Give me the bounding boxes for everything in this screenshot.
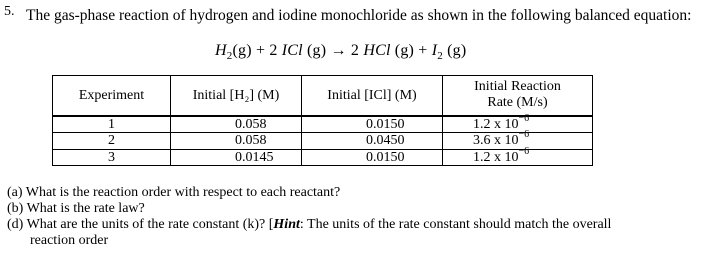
cell-rate: 1.2 x $10^{-6}$ — [443, 149, 593, 166]
subquestion-a: (a) What is the reaction order with respect to each reactant? — [7, 185, 341, 200]
question-number: 5. — [4, 4, 15, 19]
subquestion-d: (d) What are the units of the rate constant (k)? [Hint: The units of the rate constant should match the overall — [7, 217, 612, 232]
cell-rate: 1.2 x $10^{-6}$ — [443, 116, 593, 133]
header-experiment: Experiment — [53, 76, 171, 116]
eq-reactant-icl: 2 ICl (g) — [269, 42, 327, 59]
chemical-equation — [215, 42, 466, 62]
table-row — [53, 149, 593, 166]
cell-icl: 0.0150 — [302, 149, 443, 166]
cell-experiment: 3 — [53, 149, 171, 166]
eq-plus: + — [418, 42, 428, 59]
subquestion-d-continued: reaction order — [30, 233, 109, 248]
question-stem: The gas-phase reaction of hydrogen and iodine monochloride as shown in the following balanced equation: — [26, 7, 692, 24]
cell-experiment: 2 — [53, 133, 171, 150]
cell-icl: 0.0450 — [302, 133, 443, 150]
eq-plus: + — [255, 42, 266, 59]
eq-product-hcl: 2 HCl (g) — [350, 42, 415, 59]
eq-arrow: → — [330, 42, 347, 59]
eq-product-i2: $I_2$ (g) — [431, 42, 467, 63]
cell-experiment: 1 — [53, 116, 171, 133]
header-initial-rate: Initial Reaction Rate (M/s) — [443, 76, 593, 116]
table-row — [53, 116, 593, 133]
subquestion-b: (b) What is the rate law? — [7, 201, 145, 216]
cell-icl: 0.0150 — [302, 116, 443, 133]
table-header-row — [53, 76, 593, 116]
experiment-table — [52, 75, 593, 166]
header-initial-icl: Initial [ICl] (M) — [302, 76, 443, 116]
eq-reactant-h2: $H_2(g)$ — [215, 42, 252, 63]
hint-label: Hint — [273, 217, 300, 232]
cell-h2: 0.058 — [171, 116, 302, 133]
cell-rate: 3.6 x $10^{-6}$ — [443, 133, 593, 150]
cell-h2: 0.058 — [171, 133, 302, 150]
header-initial-h2: Initial [H₂] (M) — [171, 76, 302, 116]
table-row — [53, 133, 593, 150]
subquestion-list — [7, 185, 611, 249]
cell-h2: 0.0145 — [171, 149, 302, 166]
